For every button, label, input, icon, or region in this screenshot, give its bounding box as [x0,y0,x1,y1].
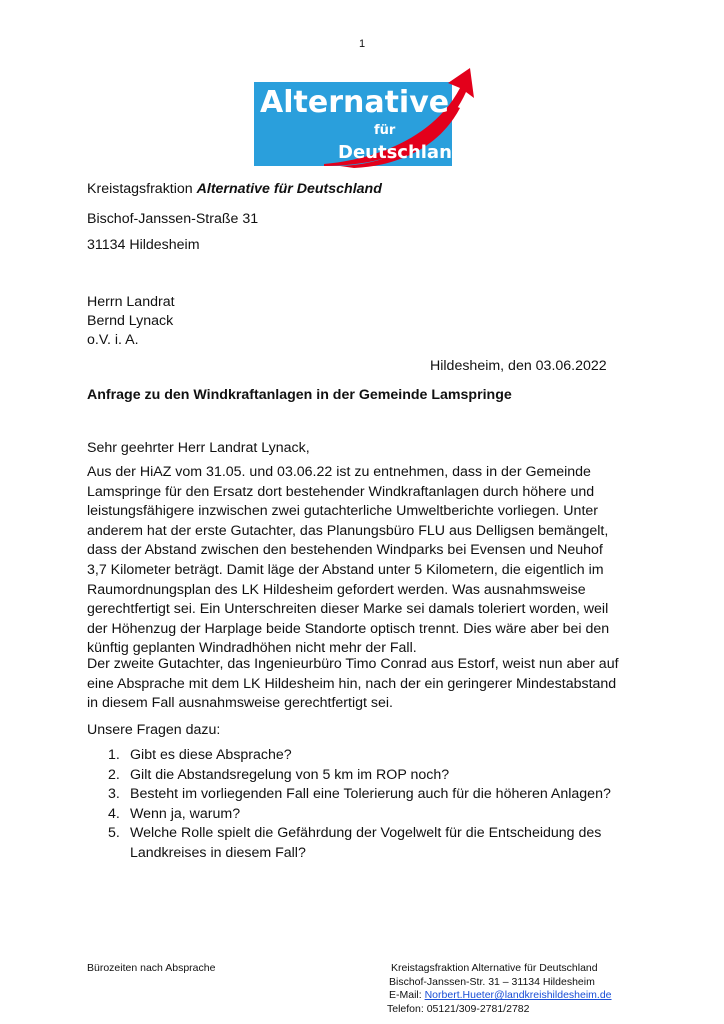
footer-org: Kreistagsfraktion Alternative für Deutschland [391,962,598,974]
party-logo [254,68,474,168]
paragraph-line: leistungsfähigere inzwischen zwei gutachterliche Umweltberichte vorliegen. Unter [87,503,598,520]
paragraph-line: in diesem Fall ausnahmsweise gerechtfertigt sei. [87,695,393,712]
list-item [87,766,647,786]
paragraph-line: anderem hat der erste Gutachter, das Planungsbüro FLU aus Delligsen bemängelt, [87,522,609,539]
paragraph-line: eine Absprache mit dem LK Hildesheim hin, nach der ein geringerer Mindestabstand [87,675,617,692]
footer-address: Bischof-Janssen-Str. 31 – 31134 Hildesheim [389,975,595,988]
body-paragraph-1 [87,463,642,659]
questions-intro: Unsere Fragen dazu: [87,722,221,738]
sender-city: 31134 Hildesheim [87,237,200,253]
footer-email-label: E-Mail: [389,989,422,1002]
list-item-number: 4. [108,805,120,822]
letter-subject: Anfrage zu den Windkraftanlagen in der Gemeinde Lamspringe [87,387,512,403]
list-item-number: 2. [108,766,120,783]
list-item-text: Gilt die Abstandsregelung von 5 km im ROP noch? [130,766,450,783]
salutation: Sehr geehrter Herr Landrat Lynack, [87,440,310,456]
paragraph-line: künftig geplanten Windradhöhen nicht mehr der Fall. [87,640,417,657]
paragraph-line: Lamspringe für den Ersatz dort bestehender Windkraftanlagen durch höhere und [87,483,595,500]
footer-office-hours: Bürozeiten nach Absprache [87,962,216,974]
body-paragraph-2 [87,655,642,714]
list-item-text: Wenn ja, warum? [130,805,241,822]
footer-email-line [389,989,612,1003]
list-item-text: Besteht im vorliegenden Fall eine Tolerierung auch für die höheren Anlagen? [130,786,611,803]
sender-street: Bischof-Janssen-Straße 31 [87,211,259,227]
list-item-number: 3. [108,786,120,803]
paragraph-line: der Höhenzug der Harplage beide Standorte optisch trennt. Dies wäre aber bei den [87,620,610,637]
list-item [87,785,647,805]
sender-org-prefix: Kreistagsfraktion [87,181,193,197]
paragraph-line: dass der Abstand zwischen den bestehenden Windparks bei Evensen und Neuhof [87,542,603,559]
list-item [87,805,647,825]
recipient-line-3: o.V. i. A. [87,332,139,348]
logo-word-2: für [374,123,396,138]
footer-phone: Telefon: 05121/309-2781/2782 [387,1002,530,1015]
page-number: 1 [358,38,366,50]
list-item-number: 5. [108,825,120,842]
footer-contact [389,962,612,1016]
logo-word-3: Deutschland [338,142,465,163]
list-item-number: 1. [108,747,120,763]
recipient-line-1: Herrn Landrat [87,294,175,310]
list-item-text: Welche Rolle spielt die Gefährdung der Vogelwelt für die Entscheidung des [130,825,602,842]
letter-date: Hildesheim, den 03.06.2022 [430,358,607,374]
recipient-line-2: Bernd Lynack [87,313,174,329]
list-item [87,746,647,766]
list-item-text: Landkreises in diesem Fall? [130,844,306,861]
paragraph-line: 3,7 Kilometer beträgt. Damit läge der Abstand unter 5 Kilometern, die eigentlich im [87,561,604,578]
list-item [87,824,647,863]
list-item-text: Gibt es diese Absprache? [130,747,292,763]
sender-org [87,179,382,199]
footer-email-link[interactable]: Norbert.Hueter@landkreishildesheim.de [424,989,612,1002]
sender-org-name: Alternative für Deutschland [196,181,382,197]
logo-graphic [254,68,474,168]
logo-word-1: Alternative [260,85,450,120]
questions-list [87,746,647,864]
paragraph-line: Raumordnungsplan des LK Hildesheim gefordert werden. Was ausnahmsweise [87,581,586,598]
paragraph-line: gerechtfertigt sei. Ein Unterschreiten dieser Marke sei damals toleriert worden, weil [87,601,609,618]
paragraph-line: Der zweite Gutachter, das Ingenieurbüro Timo Conrad aus Estorf, weist nun aber auf [87,656,619,672]
paragraph-line: Aus der HiAZ vom 31.05. und 03.06.22 ist zu entnehmen, dass in der Gemeinde [87,464,591,480]
